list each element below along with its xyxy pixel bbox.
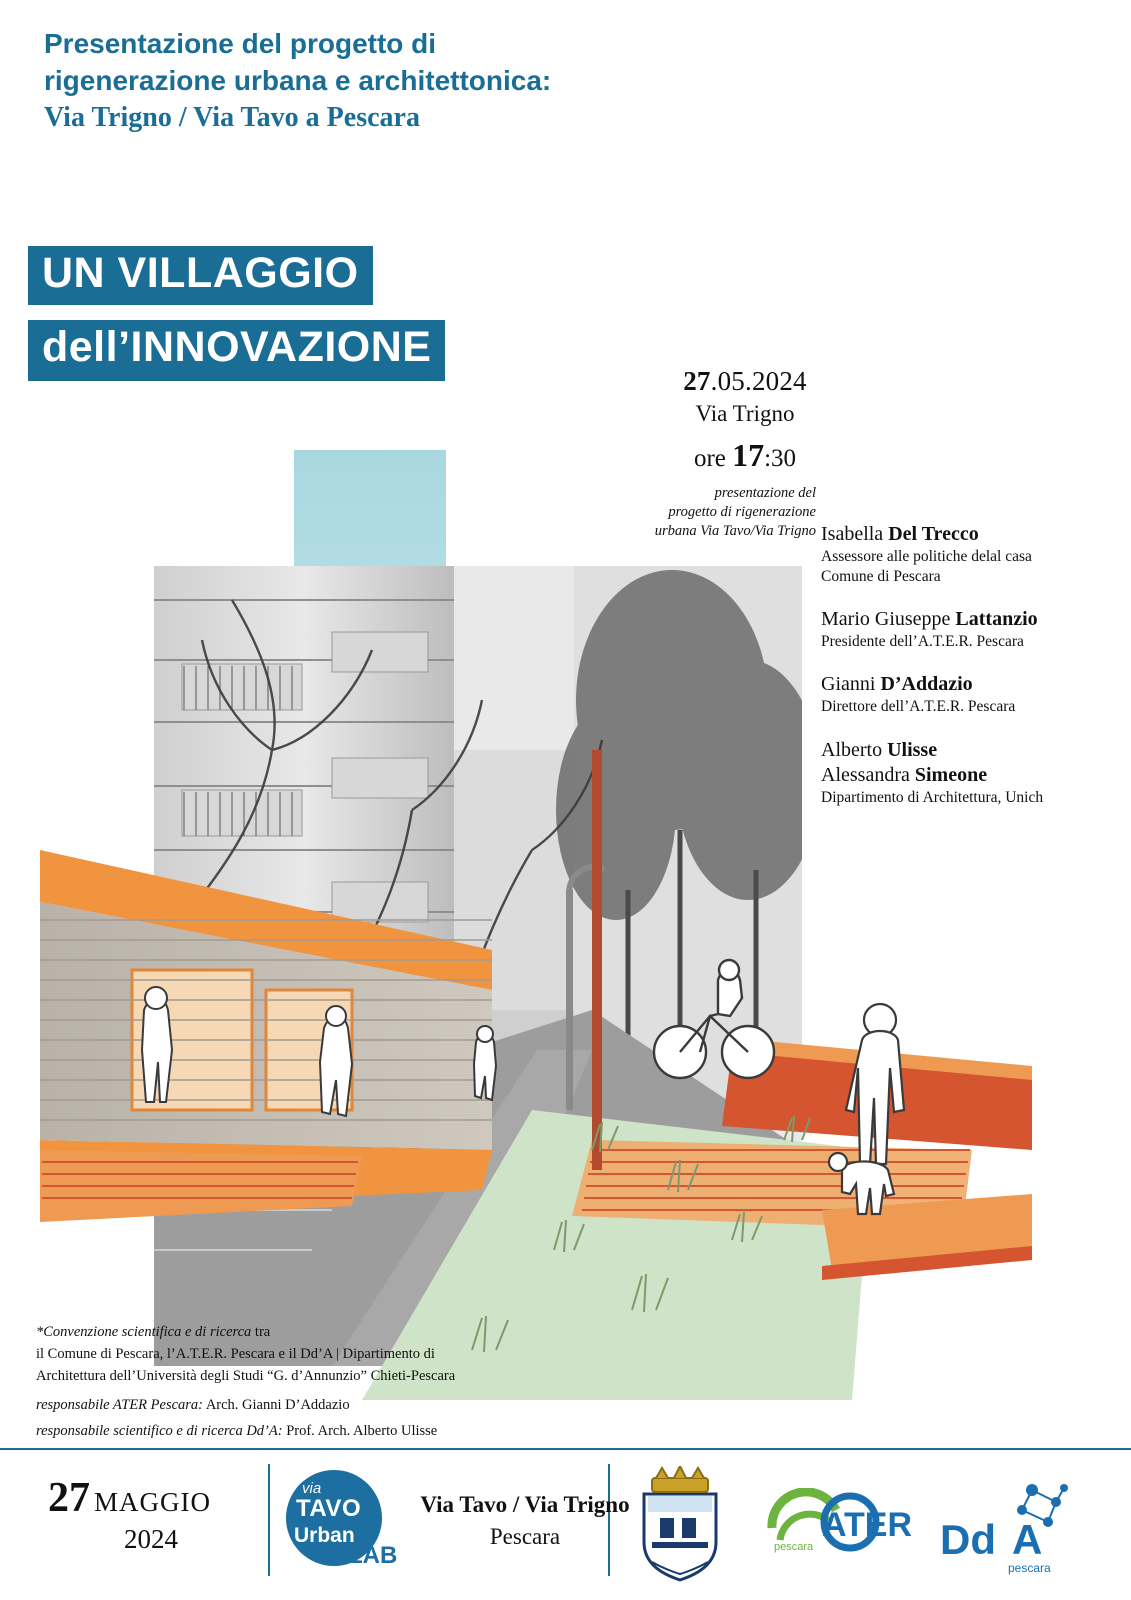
speaker-role-line-1: Assessore alle politiche delal casa (821, 548, 1032, 565)
speaker-role-line-1: Presidente dell’A.T.E.R. Pescara (821, 633, 1024, 651)
dda-logo-a: A (1012, 1516, 1043, 1563)
footnote-line-3: Architettura dell’Università degli Studi “G. d’Annunzio” Chieti-Pescara (36, 1368, 456, 1385)
footer-place-line-2: Pescara (489, 1524, 561, 1549)
event-subtitle-line-2: progetto di rigenerazione (668, 504, 816, 521)
rendering-illustration (32, 450, 1042, 1400)
speaker-first-name: Gianni (821, 673, 881, 696)
event-time-min: :30 (764, 445, 797, 472)
speaker-role-line-1: Dipartimento di Architettura, Unich (821, 788, 1044, 806)
vtu-logo-lab: LAB (348, 1542, 398, 1569)
dda-logo-sub: pescara (1008, 1561, 1051, 1575)
footnotes (36, 1322, 656, 1442)
speaker-first-name: Alberto (821, 738, 888, 761)
speaker-last-name: Del Trecco (888, 523, 979, 545)
footer-place-line-1: Via Tavo / Via Trigno (420, 1492, 630, 1517)
event-place: Via Trigno (695, 401, 795, 426)
project-rendering (32, 450, 1042, 1400)
vtu-logo-urban: Urban (294, 1524, 355, 1547)
speaker-last-name: Ulisse (887, 738, 938, 761)
header-line-2: rigenerazione urbana e architettonica: (44, 64, 552, 96)
speaker-last-name: D’Addazio (880, 673, 973, 696)
dda-logo-dd: Dd (940, 1516, 996, 1563)
dda-logo (936, 1480, 1076, 1580)
event-date-day: 27 (683, 366, 711, 396)
footer-divider-1 (268, 1464, 270, 1576)
footnote-dda-value: Prof. Arch. Alberto Ulisse (282, 1423, 438, 1440)
ater-logo-text: ATER (822, 1506, 913, 1544)
header-line-3: Via Trigno / Via Tavo a Pescara (44, 101, 420, 133)
speaker-last-name-2: Simeone (914, 763, 988, 786)
footer-date-day: 27 (48, 1475, 90, 1521)
vtu-logo-via: via (302, 1480, 322, 1497)
event-time-label: ore (693, 445, 733, 472)
poster-footer (0, 1448, 1131, 1600)
speaker-first-name-2: Alessandra (821, 763, 915, 786)
speaker-first-name: Isabella (821, 523, 889, 545)
event-subtitle-line-1: presentazione del (714, 485, 816, 501)
event-subtitle-line-3: urbana Via Tavo/Via Trigno (654, 523, 816, 540)
title-line-1: UN VILLAGGIO (28, 246, 373, 305)
poster-title (28, 246, 445, 381)
footnote-convention-label: *Convenzione scientifica e di ricerca (36, 1324, 252, 1340)
footnote-line-2: il Comune di Pescara, l’A.T.E.R. Pescara e il Dd’A | Dipartimento di (36, 1346, 435, 1363)
footer-place (410, 1492, 640, 1550)
ater-pescara-logo (764, 1488, 924, 1560)
footer-date (48, 1474, 268, 1555)
comune-di-pescara-crest-icon (632, 1466, 728, 1584)
via-tavo-urban-lab-logo (286, 1470, 404, 1582)
title-line-2: dell’INNOVAZIONE (28, 320, 445, 381)
footnote-ater-label: responsabile ATER Pescara: (36, 1397, 203, 1414)
footnote-dda-label: responsabile scientifico e di ricerca Dd’A: (36, 1423, 283, 1440)
ater-logo-sub: pescara (774, 1541, 814, 1553)
event-time-hour: 17 (732, 437, 765, 473)
speaker-first-name: Mario Giuseppe (821, 608, 956, 631)
footer-date-year: 2024 (124, 1524, 178, 1554)
footnote-convention-rest: tra (251, 1324, 271, 1340)
poster-header (44, 26, 824, 137)
header-line-1: Presentazione del progetto di (44, 28, 437, 59)
street-tree (592, 750, 602, 1170)
footnote-ater-value: Arch. Gianni D’Addazio (203, 1397, 350, 1414)
footer-divider-top (36, 1448, 1095, 1450)
speaker-role-line-2: Comune di Pescara (821, 568, 941, 586)
footer-date-month: MAGGIO (94, 1487, 211, 1517)
speaker-last-name: Lattanzio (955, 608, 1038, 631)
event-date (620, 366, 870, 397)
vtu-logo-tavo: TAVO (296, 1495, 362, 1522)
speaker-role-line-1: Direttore dell’A.T.E.R. Pescara (821, 698, 1016, 716)
event-date-rest: .05.2024 (710, 366, 807, 396)
